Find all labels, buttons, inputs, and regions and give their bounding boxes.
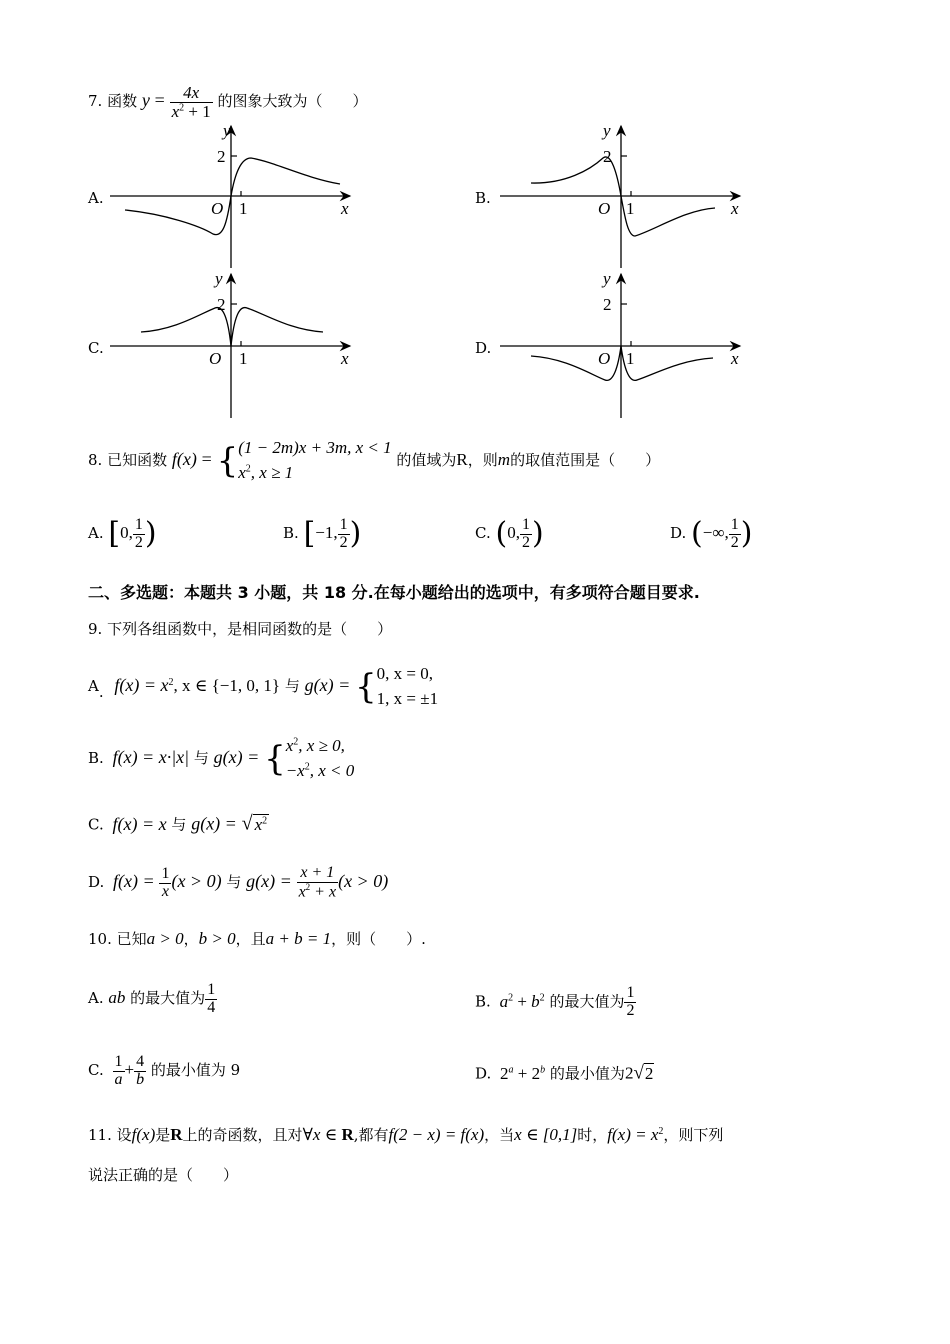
- q7-func-fraction: [170, 84, 213, 121]
- section-title: 二、多选题：本题共 3 小题，共 18 分.在每小题给出的选项中，有多项符合题目要求.: [88, 583, 700, 602]
- q9-stem: 9. 下列各组函数中，是相同函数的是（ ）: [88, 620, 393, 638]
- q10-option-a: A. ab 的最大值为 $\frac{1}{4}$: [88, 980, 216, 1016]
- q9-option-a: A. $f(x) = x^2$, x ∈ {−1, 0, 1} 与 g(x) = { 0, x = 0, 1, x = ±1: [88, 664, 439, 708]
- q7-option-b-label: B.: [475, 189, 491, 207]
- q7-func-eq: =: [154, 90, 165, 110]
- q9-stem-text: 下列各组函数中，是相同函数的是（ ）: [107, 620, 393, 638]
- q7-graph-c: [105, 268, 365, 420]
- q7-graph-d: [495, 268, 755, 420]
- q10-option-b: B. $a^2 + b^2$ 的最大值为 $\frac{1}{2}$: [475, 984, 635, 1020]
- radicand: $x^2$: [254, 814, 268, 834]
- q8-cases: [238, 436, 391, 485]
- label-y: y: [603, 121, 611, 140]
- q7-number: 7.: [88, 92, 103, 110]
- label-x: x: [341, 349, 349, 368]
- q8-stem: 8. 已知函数 f(x) = { (1 − 2m)x + 3m, x < 1 $x^2$, x ≥ 1 的值域为R，则m的取值范围是（ ）: [88, 432, 660, 486]
- q7-option-d-label: D.: [475, 339, 492, 357]
- q7-func-y: y: [141, 90, 150, 110]
- q7-graph-b: [495, 118, 755, 270]
- q9-option-b: B. f(x) = x·|x| 与 g(x) = { $x^2$, x ≥ 0, $-x^2$, x < 0: [88, 736, 355, 780]
- q11-stem-line1: 11. 设f(x)是R上的奇函数，且对∀x ∈ R,都有f(2 − x) = f(x)，当x ∈ [0,1]时，$f(x) = x^2$，则下列: [88, 1125, 724, 1144]
- label-two: 2: [217, 147, 226, 166]
- q8-number: 8.: [88, 451, 103, 469]
- curve: [141, 308, 323, 346]
- label-y: y: [603, 269, 611, 288]
- q8-option-c: C. (0, $\frac{1}{2}$ ): [475, 515, 544, 551]
- q7-option-a-label: A.: [88, 189, 104, 207]
- q7-stem: [88, 76, 368, 124]
- label-y: y: [215, 269, 223, 288]
- q7-graph-a: [105, 118, 365, 270]
- label-y: y: [223, 121, 231, 140]
- q8-option-b: B. [−1, $\frac{1}{2}$ ): [283, 515, 362, 551]
- q10-stem: 10. 已知a > 0，b > 0，且a + b = 1，则（ ）.: [88, 929, 426, 948]
- label-x: x: [731, 199, 739, 218]
- q7-stem-before: 函数: [107, 92, 138, 110]
- q8-brace: {: [216, 441, 239, 481]
- label-origin: O: [598, 349, 611, 368]
- label-two: 2: [603, 147, 612, 166]
- q8-stem-mid: 的值域为: [396, 451, 457, 469]
- label-one: 1: [239, 349, 248, 368]
- label-x: x: [341, 199, 349, 218]
- q8-option-d: D. (−∞, $\frac{1}{2}$ ): [670, 515, 753, 551]
- q8-fx: f(x): [171, 449, 197, 469]
- label-origin: O: [209, 349, 222, 368]
- q7-func-den: $x^2 + 1$: [171, 101, 211, 121]
- label-two: 2: [217, 295, 226, 314]
- q10-option-c: C. $\frac{1}{a}$ + $\frac{4}{b}$ 的最小值为 9: [88, 1052, 241, 1088]
- curve: [531, 346, 713, 380]
- label-two: 2: [603, 295, 612, 314]
- label-origin: O: [598, 199, 611, 218]
- label-one: 1: [626, 349, 635, 368]
- q7-option-c-label: C.: [88, 339, 104, 357]
- label-origin: O: [211, 199, 224, 218]
- label-one: 1: [626, 199, 635, 218]
- q11-stem-line2: 说法正确的是（ ）: [88, 1166, 239, 1184]
- label-x: x: [731, 349, 739, 368]
- q7-func-num: 4x: [183, 82, 200, 102]
- q10-option-d: D. $2^a + 2^b$ 的最小值为2√2: [475, 1062, 654, 1084]
- q9-option-c: C. f(x) = x 与 g(x) = √ $x^2$: [88, 812, 268, 835]
- q8-case2: $x^2$, x ≥ 1: [238, 463, 294, 482]
- q8-case1: (1 − 2m)x + 3m, x < 1: [238, 438, 392, 458]
- q7-stem-after: 的图象大致为（ ）: [217, 92, 368, 110]
- label-one: 1: [239, 199, 248, 218]
- q9-option-d: D. f(x) = $\frac{1}{x}$ (x > 0) 与 g(x) = $\frac{x + 1}{x^2 + x}$ (x > 0): [88, 864, 389, 901]
- q8-option-a: A. [0, $\frac{1}{2}$ ): [88, 515, 157, 551]
- q8-stem-before: 已知函数: [107, 451, 168, 469]
